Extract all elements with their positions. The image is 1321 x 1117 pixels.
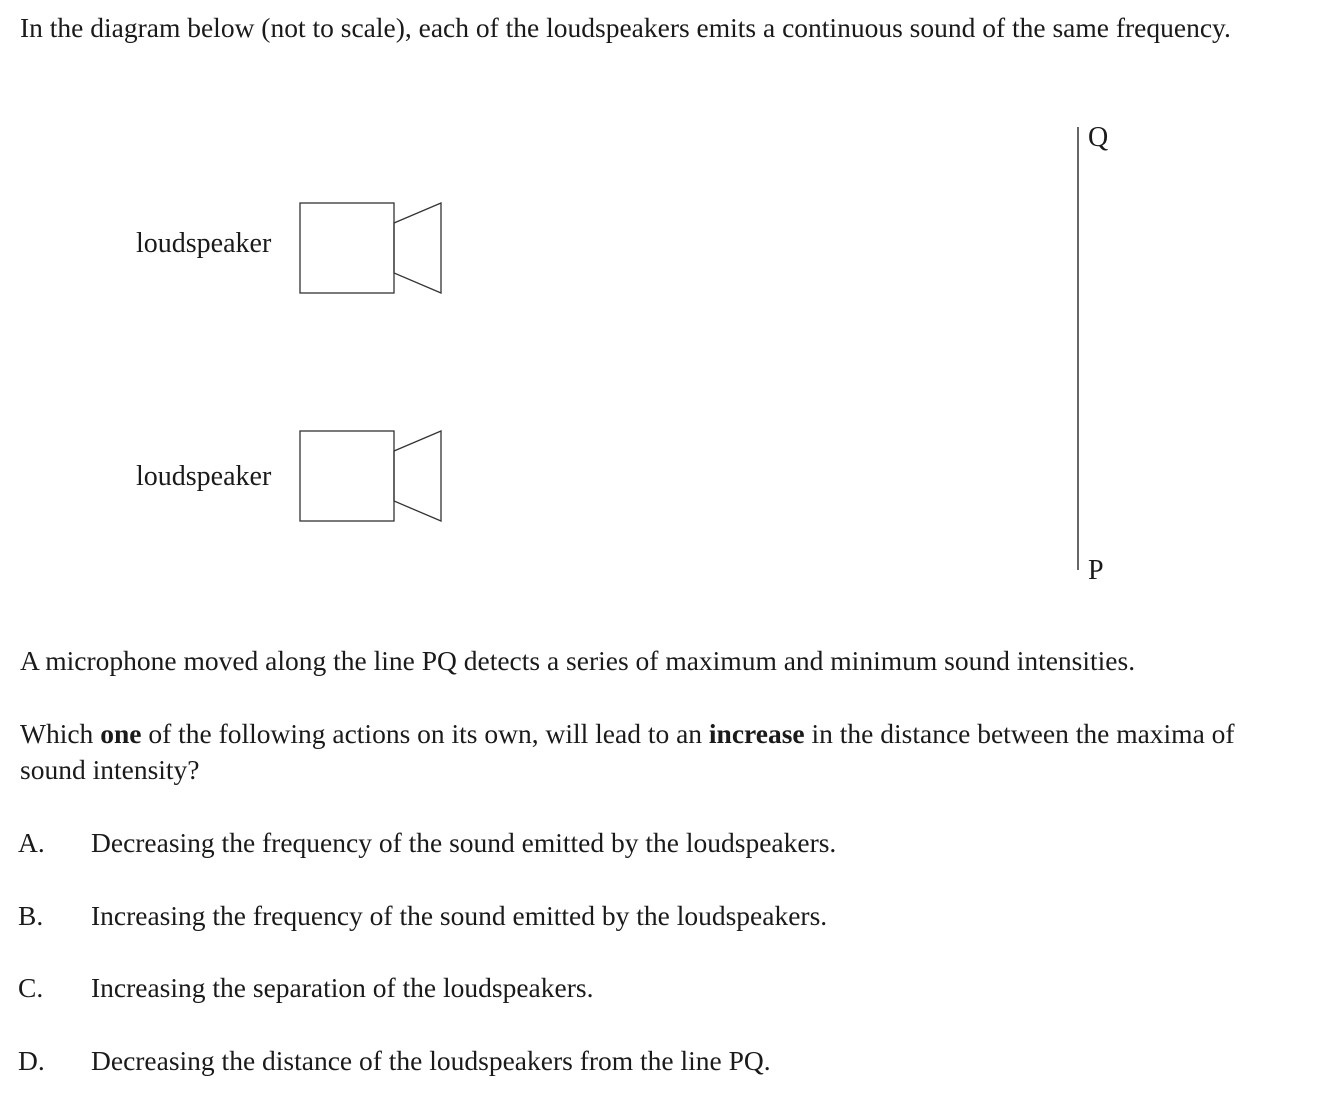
loudspeaker-bottom-label: loudspeaker [136,461,272,492]
stem-text-1: Which [20,718,101,749]
option-text: Increasing the separation of the loudspeakers. [91,972,594,1003]
option-text: Decreasing the frequency of the sound emitted by the loudspeakers. [91,827,837,858]
option-text: Increasing the frequency of the sound emitted by the loudspeakers. [91,900,828,931]
point-q-label: Q [1088,122,1109,153]
question-stem-microphone: A microphone moved along the line PQ detects a series of maximum and minimum sound intensities. [20,645,1136,676]
option-text: Decreasing the distance of the loudspeakers from the line PQ. [91,1045,771,1076]
stem-bold-increase: increase [708,718,805,749]
loudspeaker-top-label: loudspeaker [136,228,272,259]
option-letter: A. [18,827,45,858]
option-d[interactable] [18,1043,771,1079]
option-letter: B. [18,900,44,931]
loudspeaker-top-box [300,203,394,293]
point-p-label: P [1088,555,1104,586]
question-intro: In the diagram below (not to scale), each of the loudspeakers emits a continuous sound of the same frequency. [20,12,1231,43]
stem-bold-one: one [100,718,142,749]
stem-text-2: of the following actions on its own, will lead to an [141,718,709,749]
loudspeaker-diagram [0,100,1321,600]
option-letter: C. [18,972,44,1003]
loudspeaker-bottom-cone [394,431,441,521]
loudspeaker-top-cone [394,203,441,293]
stem-text-3: in the distance between the maxima of sound intensity? [20,718,1235,785]
option-b[interactable] [18,898,827,934]
question-stem-prompt [20,716,1260,788]
option-letter: D. [18,1045,45,1076]
option-c[interactable] [18,970,593,1006]
loudspeaker-bottom-box [300,431,394,521]
loudspeaker-bottom [136,431,441,521]
option-a[interactable] [18,825,836,861]
loudspeaker-top [136,203,441,293]
